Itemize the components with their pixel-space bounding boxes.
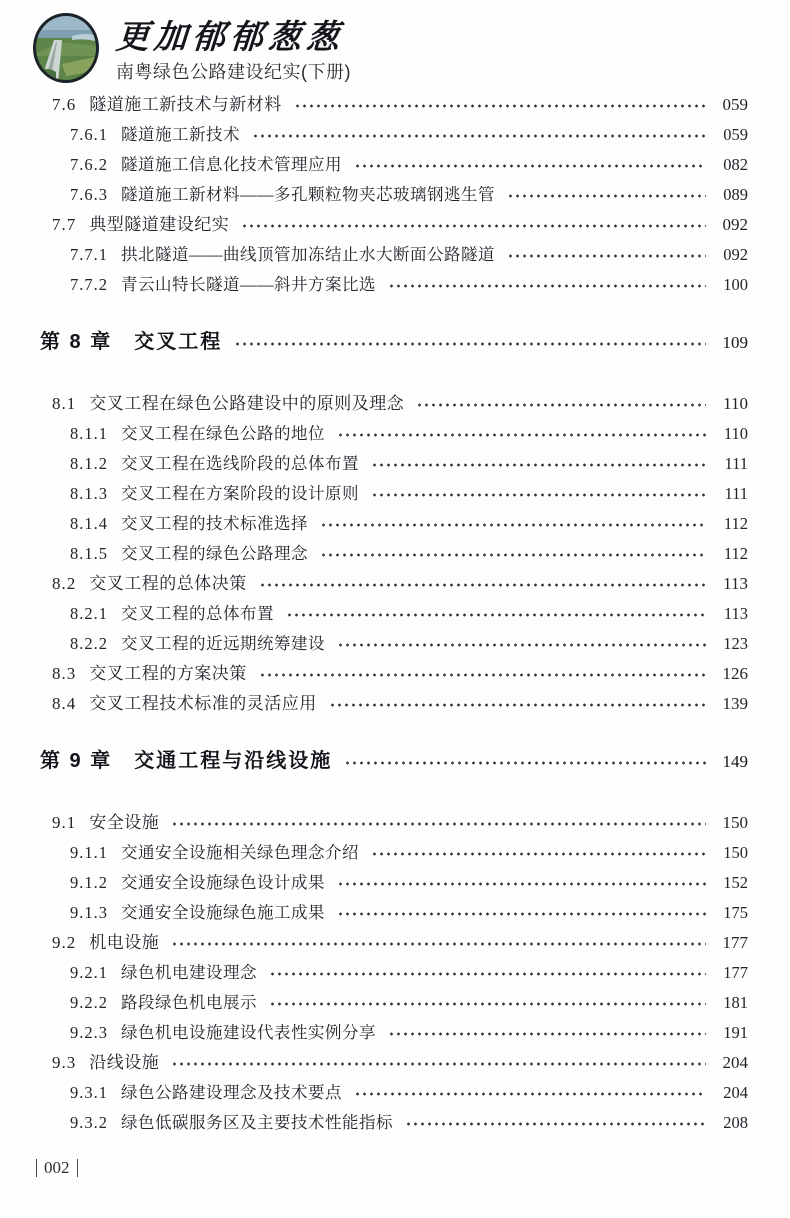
toc-entry-number: 第 9 章 (40, 750, 113, 772)
toc-entry-page: 204 (722, 1053, 748, 1072)
dotted-leader (259, 672, 706, 678)
toc-row (40, 324, 748, 361)
dotted-leader (388, 283, 706, 289)
toc-entry-page: 112 (723, 544, 748, 563)
toc-entry-page: 112 (723, 514, 748, 533)
dotted-leader (269, 971, 706, 977)
toc-row (40, 389, 748, 419)
dotted-leader (241, 223, 706, 229)
dotted-leader (171, 941, 706, 947)
toc-entry-title: 绿色公路建设理念及技术要点 (121, 1083, 342, 1102)
book-header (32, 12, 351, 84)
toc-row (40, 898, 748, 928)
toc-entry-title: 交叉工程的方案决策 (89, 664, 247, 683)
toc-entry-title: 隧道施工新材料——多孔颗粒物夹芯玻璃钢逃生管 (121, 185, 495, 204)
toc-entry-number: 7.6 (52, 95, 77, 114)
dotted-leader (371, 462, 706, 468)
toc-entry-page: 150 (722, 813, 748, 832)
dotted-leader (320, 522, 706, 528)
footer-divider (77, 1159, 78, 1177)
book-subtitle: 南粤绿色公路建设纪实(下册) (116, 61, 351, 82)
dotted-leader (371, 851, 706, 857)
toc-entry-page: 126 (722, 664, 748, 683)
table-of-contents (40, 90, 748, 1138)
dotted-leader (344, 760, 706, 766)
toc-entry-number: 第 8 章 (40, 331, 113, 353)
toc-entry-title: 绿色机电建设理念 (121, 963, 257, 982)
toc-entry-page: 059 (723, 125, 748, 144)
toc-entry-number: 9.3.1 (70, 1083, 108, 1102)
toc-entry-title: 交叉工程 (134, 331, 223, 353)
toc-entry-number: 8.1 (52, 394, 77, 413)
toc-entry-title: 交叉工程的总体布置 (121, 604, 274, 623)
toc-entry-title: 交叉工程在选线阶段的总体布置 (121, 454, 359, 473)
toc-entry-title: 绿色低碳服务区及主要技术性能指标 (121, 1113, 393, 1132)
toc-entry-page: 089 (723, 185, 748, 204)
toc-row (40, 569, 748, 599)
toc-row (40, 629, 748, 659)
toc-entry-number: 9.2.1 (70, 963, 108, 982)
toc-entry-page: 204 (723, 1083, 748, 1102)
toc-entry-page: 100 (723, 275, 748, 294)
toc-entry-page: 082 (723, 155, 748, 174)
toc-row (40, 838, 748, 868)
toc-entry-number: 8.1.5 (70, 544, 108, 563)
toc-entry-number: 9.2.3 (70, 1023, 108, 1042)
toc-entry-title: 交叉工程技术标准的灵活应用 (89, 694, 317, 713)
toc-row (40, 928, 748, 958)
toc-entry-page: 110 (723, 394, 748, 413)
dotted-leader (252, 133, 706, 139)
toc-entry-number: 7.7 (52, 215, 77, 234)
toc-row (40, 90, 748, 120)
toc-entry-title: 交叉工程在绿色公路的地位 (121, 424, 325, 443)
toc-entry-title: 交叉工程在方案阶段的设计原则 (121, 484, 359, 503)
toc-entry-number: 8.1.3 (70, 484, 108, 503)
toc-entry-title: 交叉工程在绿色公路建设中的原则及理念 (89, 394, 405, 413)
toc-entry-title: 交通工程与沿线设施 (134, 750, 333, 772)
dotted-leader (337, 911, 706, 917)
toc-row (40, 210, 748, 240)
dotted-leader (171, 1061, 706, 1067)
toc-entry-number: 9.1.1 (70, 843, 108, 862)
toc-entry-page: 092 (723, 245, 748, 264)
dotted-leader (234, 341, 706, 347)
toc-entry-title: 交通安全设施相关绿色理念介绍 (121, 843, 359, 862)
toc-entry-title: 交叉工程的近远期统筹建设 (121, 634, 325, 653)
toc-entry-page: 175 (723, 903, 748, 922)
toc-row (40, 958, 748, 988)
dotted-leader (337, 642, 706, 648)
toc-row (40, 270, 748, 300)
toc-entry-title: 隧道施工新技术与新材料 (89, 95, 282, 114)
toc-entry-page: 059 (722, 95, 748, 114)
toc-row (40, 599, 748, 629)
toc-entry-page: 110 (723, 424, 748, 443)
toc-entry-title: 交通安全设施绿色设计成果 (121, 873, 325, 892)
toc-entry-title: 拱北隧道——曲线顶管加冻结止水大断面公路隧道 (121, 245, 495, 264)
toc-entry-page: 177 (723, 963, 748, 982)
toc-row (40, 1018, 748, 1048)
book-title-calligraphy: 更加郁郁葱葱 (114, 17, 346, 56)
toc-entry-number: 7.7.1 (70, 245, 108, 264)
dotted-leader (320, 552, 706, 558)
dotted-leader (286, 612, 706, 618)
toc-entry-title: 路段绿色机电展示 (121, 993, 257, 1012)
toc-row (40, 240, 748, 270)
toc-entry-title: 交叉工程的总体决策 (89, 574, 247, 593)
toc-entry-number: 9.1 (52, 813, 77, 832)
toc-entry-title: 安全设施 (89, 813, 160, 832)
toc-entry-number: 8.1.2 (70, 454, 108, 473)
toc-entry-number: 8.1.4 (70, 514, 108, 533)
page-footer (36, 1158, 78, 1178)
toc-entry-number: 7.6.3 (70, 185, 108, 204)
toc-entry-number: 8.2.1 (70, 604, 108, 623)
footer-divider (36, 1159, 37, 1177)
toc-row (40, 1108, 748, 1138)
toc-row (40, 449, 748, 479)
toc-entry-page: 191 (723, 1023, 748, 1042)
toc-entry-number: 8.3 (52, 664, 77, 683)
toc-row (40, 509, 748, 539)
toc-entry-number: 9.1.2 (70, 873, 108, 892)
toc-entry-title: 隧道施工新技术 (121, 125, 240, 144)
toc-row (40, 1048, 748, 1078)
toc-entry-number: 8.2.2 (70, 634, 108, 653)
toc-entry-title: 隧道施工信息化技术管理应用 (121, 155, 342, 174)
dotted-leader (507, 193, 706, 199)
toc-entry-title: 青云山特长隧道——斜井方案比选 (121, 275, 376, 294)
toc-row (40, 150, 748, 180)
toc-entry-page: 181 (723, 993, 748, 1012)
dotted-leader (337, 881, 706, 887)
toc-entry-page: 177 (722, 933, 748, 952)
dotted-leader (416, 402, 706, 408)
dotted-leader (294, 103, 706, 109)
toc-entry-page: 111 (724, 454, 748, 473)
dotted-leader (371, 492, 706, 498)
toc-entry-page: 111 (724, 484, 748, 503)
toc-row (40, 419, 748, 449)
toc-entry-page: 109 (722, 333, 748, 352)
dotted-leader (269, 1001, 706, 1007)
toc-entry-number: 8.2 (52, 574, 77, 593)
toc-entry-number: 8.1.1 (70, 424, 108, 443)
toc-row (40, 689, 748, 719)
toc-entry-page: 113 (723, 604, 748, 623)
toc-entry-page: 123 (723, 634, 748, 653)
toc-entry-title: 机电设施 (89, 933, 160, 952)
toc-entry-number: 9.1.3 (70, 903, 108, 922)
dotted-leader (405, 1121, 706, 1127)
toc-row (40, 868, 748, 898)
toc-entry-page: 149 (722, 752, 748, 771)
toc-row (40, 539, 748, 569)
toc-row (40, 120, 748, 150)
toc-row (40, 180, 748, 210)
toc-entry-title: 典型隧道建设纪实 (89, 215, 230, 234)
toc-entry-number: 7.7.2 (70, 275, 108, 294)
toc-entry-title: 交叉工程的技术标准选择 (121, 514, 308, 533)
toc-entry-number: 8.4 (52, 694, 77, 713)
toc-row (40, 808, 748, 838)
toc-row (40, 988, 748, 1018)
toc-entry-title: 绿色机电设施建设代表性实例分享 (121, 1023, 376, 1042)
folio-page-number: 002 (44, 1158, 70, 1177)
toc-entry-number: 9.3 (52, 1053, 77, 1072)
toc-entry-number: 9.3.2 (70, 1113, 108, 1132)
toc-entry-page: 092 (722, 215, 748, 234)
dotted-leader (507, 253, 706, 259)
toc-entry-page: 139 (722, 694, 748, 713)
toc-entry-number: 7.6.2 (70, 155, 108, 174)
highway-photo-icon (32, 12, 100, 84)
toc-entry-title: 交通安全设施绿色施工成果 (121, 903, 325, 922)
toc-row (40, 743, 748, 780)
toc-entry-number: 9.2 (52, 933, 77, 952)
toc-entry-page: 208 (723, 1113, 748, 1132)
dotted-leader (171, 821, 706, 827)
toc-entry-number: 9.2.2 (70, 993, 108, 1012)
toc-entry-title: 交叉工程的绿色公路理念 (121, 544, 308, 563)
toc-entry-title: 沿线设施 (89, 1053, 160, 1072)
toc-entry-number: 7.6.1 (70, 125, 108, 144)
toc-entry-page: 152 (723, 873, 748, 892)
dotted-leader (354, 1091, 706, 1097)
toc-entry-page: 113 (723, 574, 748, 593)
toc-row (40, 479, 748, 509)
dotted-leader (354, 163, 706, 169)
dotted-leader (388, 1031, 706, 1037)
dotted-leader (259, 582, 706, 588)
dotted-leader (337, 432, 706, 438)
dotted-leader (329, 702, 706, 708)
toc-row (40, 659, 748, 689)
toc-entry-page: 150 (723, 843, 748, 862)
toc-row (40, 1078, 748, 1108)
